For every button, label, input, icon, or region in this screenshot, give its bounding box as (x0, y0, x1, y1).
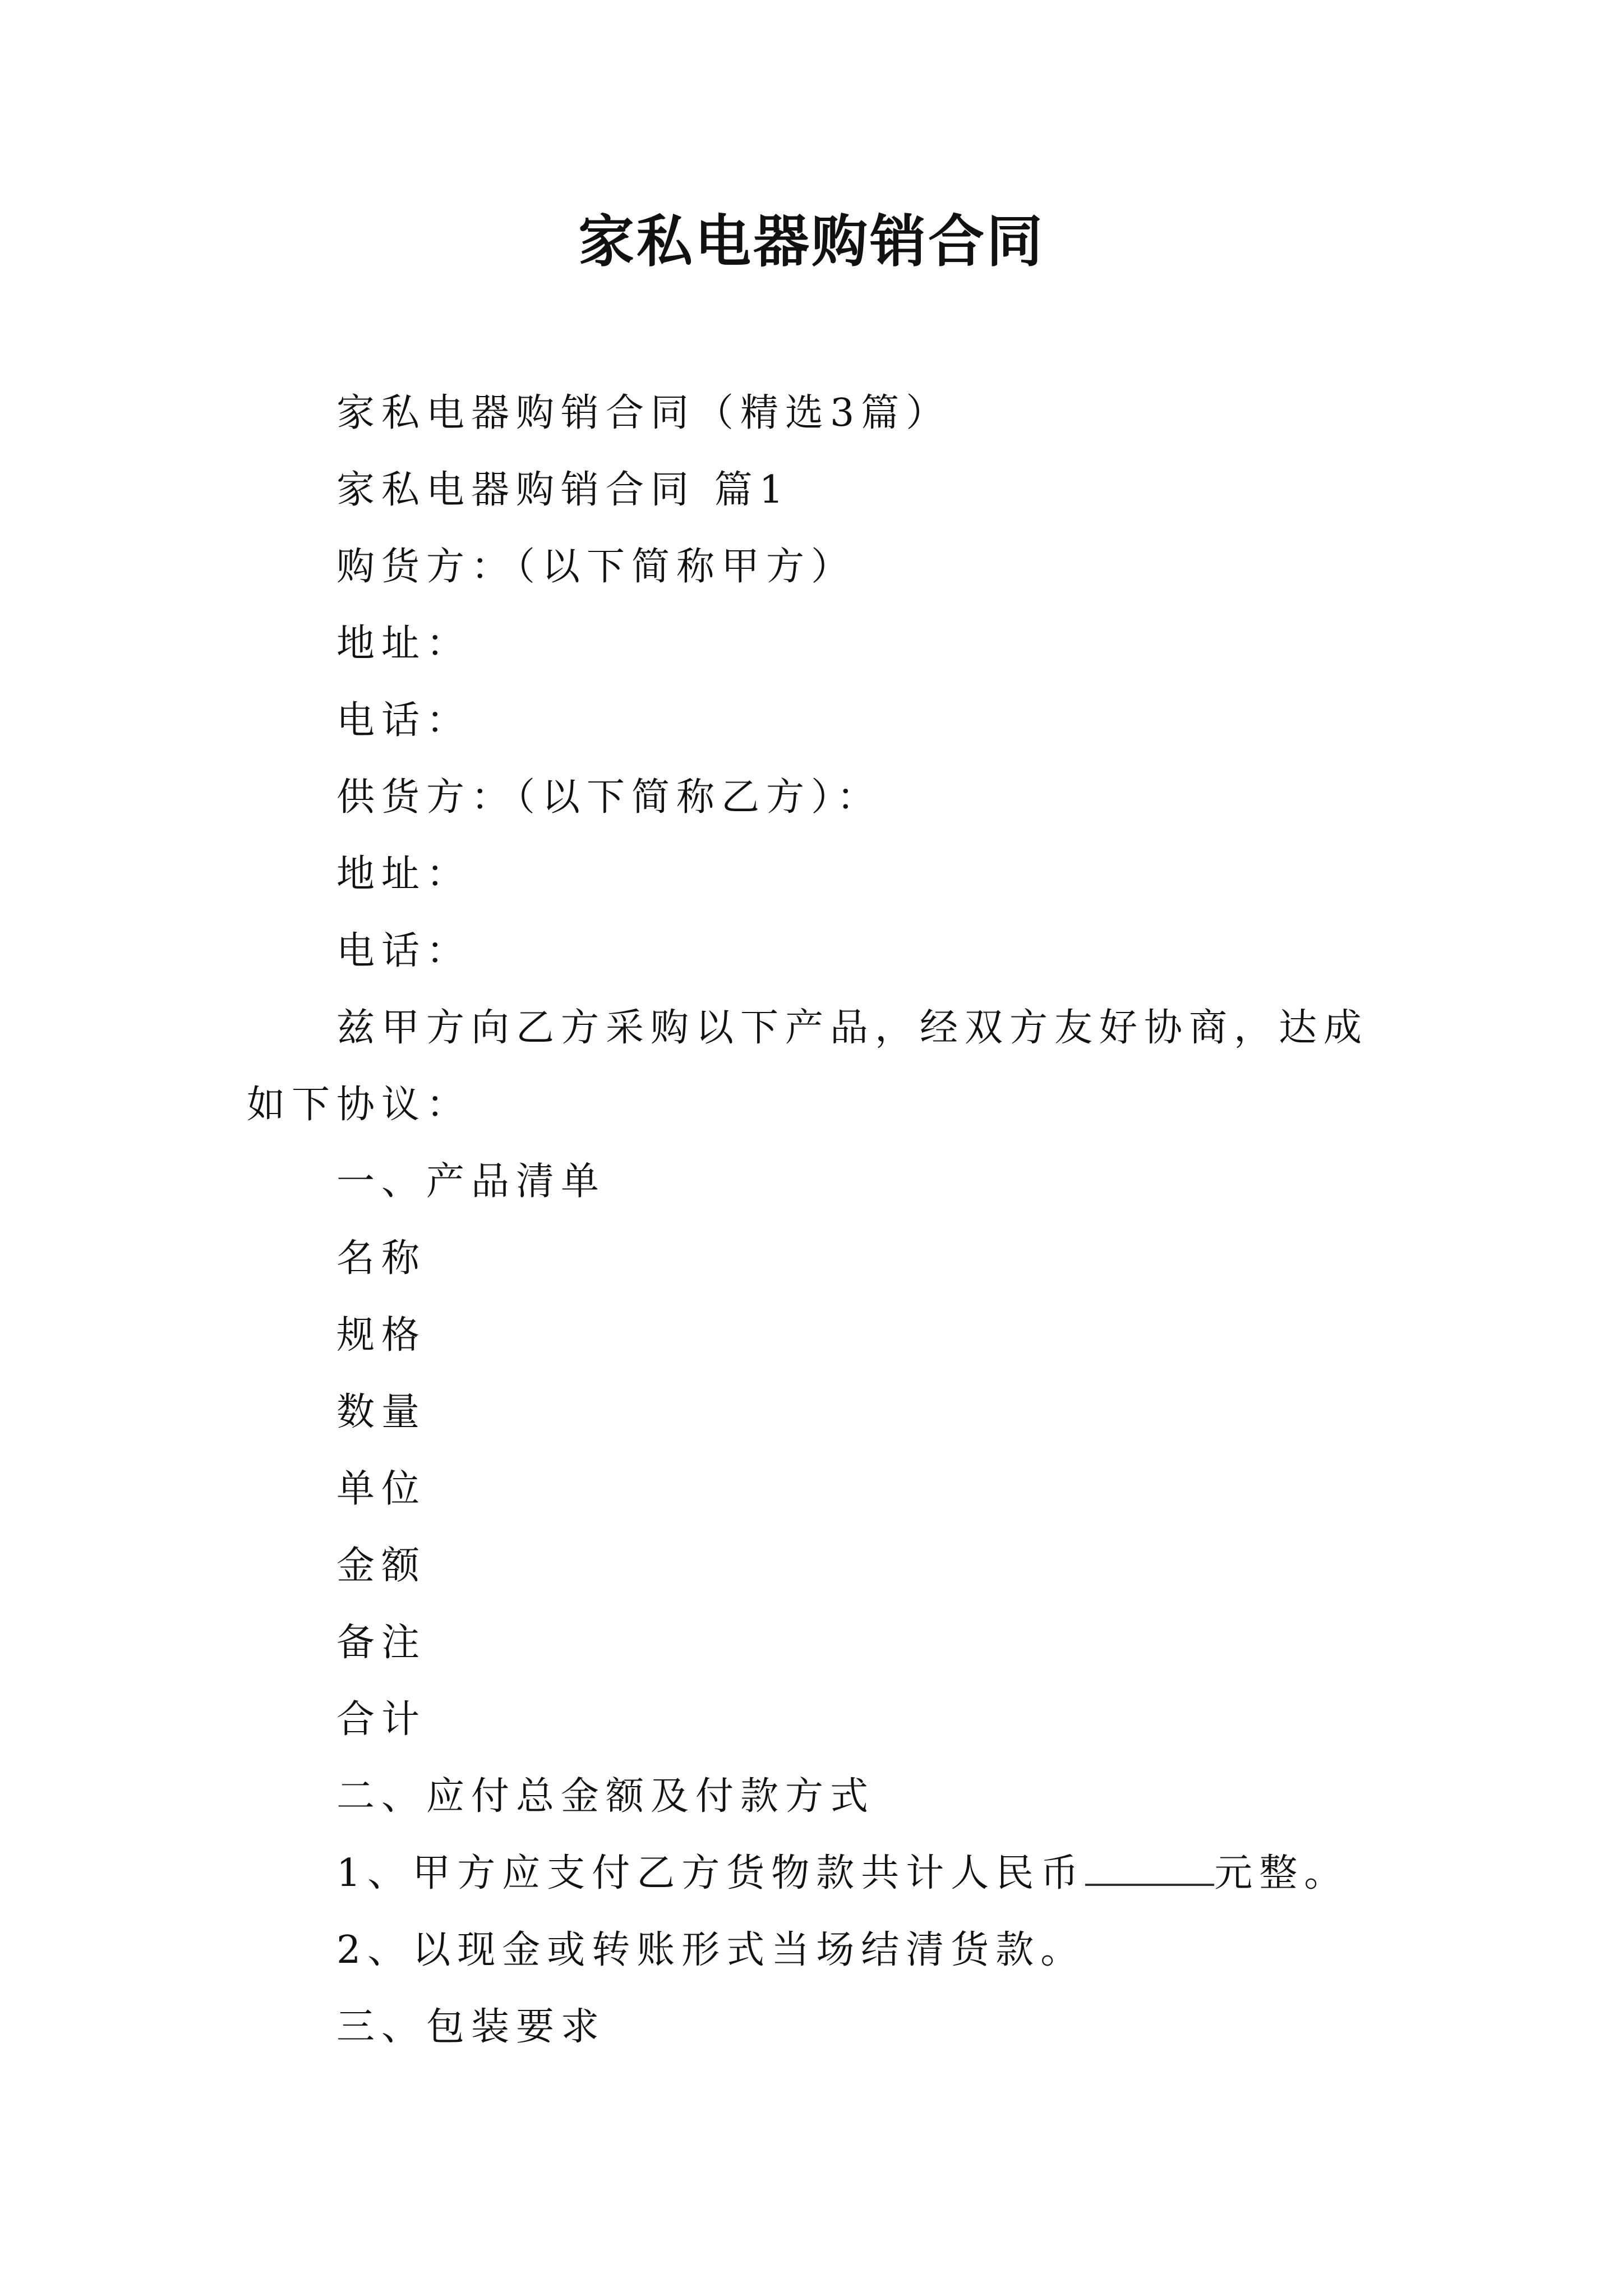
document-title: 家私电器购销合同 (578, 208, 1045, 274)
paragraph-payment-heading: 二、应付总金额及付款方式 (336, 1774, 875, 1819)
amount-blank (1085, 1853, 1214, 1886)
paragraph-item-quantity: 数量 (336, 1390, 427, 1434)
paragraph-buyer-address: 地址： (336, 622, 472, 666)
paragraph-item-spec: 规格 (336, 1313, 427, 1358)
paragraph-supplier-address: 地址： (336, 852, 472, 896)
paragraph-item-unit: 单位 (336, 1467, 427, 1511)
paragraph-section-heading: 家私电器购销合同 篇1 (336, 468, 790, 512)
paragraph-product-list-heading: 一、产品清单 (336, 1159, 606, 1204)
paragraph-item-amount: 金额 (336, 1544, 427, 1588)
paragraph-subtitle: 家私电器购销合同（精选3篇） (336, 391, 951, 435)
paragraph-item-remarks: 备注 (336, 1621, 427, 1665)
payment-suffix: 元整。 (1214, 1851, 1349, 1895)
paragraph-item-total: 合计 (336, 1697, 427, 1742)
paragraph-supplier-phone: 电话： (336, 929, 472, 973)
paragraph-item-name: 名称 (336, 1236, 427, 1281)
paragraph-payment-amount (247, 1835, 1391, 1912)
paragraph-payment-method: 2、以现金或转账形式当场结清货款。 (336, 1928, 1086, 1972)
payment-prefix: 1、甲方应支付乙方货物款共计人民币 (336, 1851, 1086, 1895)
paragraph-packaging-heading: 三、包装要求 (336, 2005, 606, 2049)
paragraph-buyer: 购货方：（以下简称甲方） (336, 545, 856, 589)
document-body (247, 375, 1391, 2065)
paragraph-supplier: 供货方：（以下简称乙方）： (336, 775, 882, 820)
paragraph-intro: 兹甲方向乙方采购以下产品，经双方友好协商，达成如下协议： (247, 1006, 1369, 1127)
paragraph-buyer-phone: 电话： (336, 698, 472, 743)
